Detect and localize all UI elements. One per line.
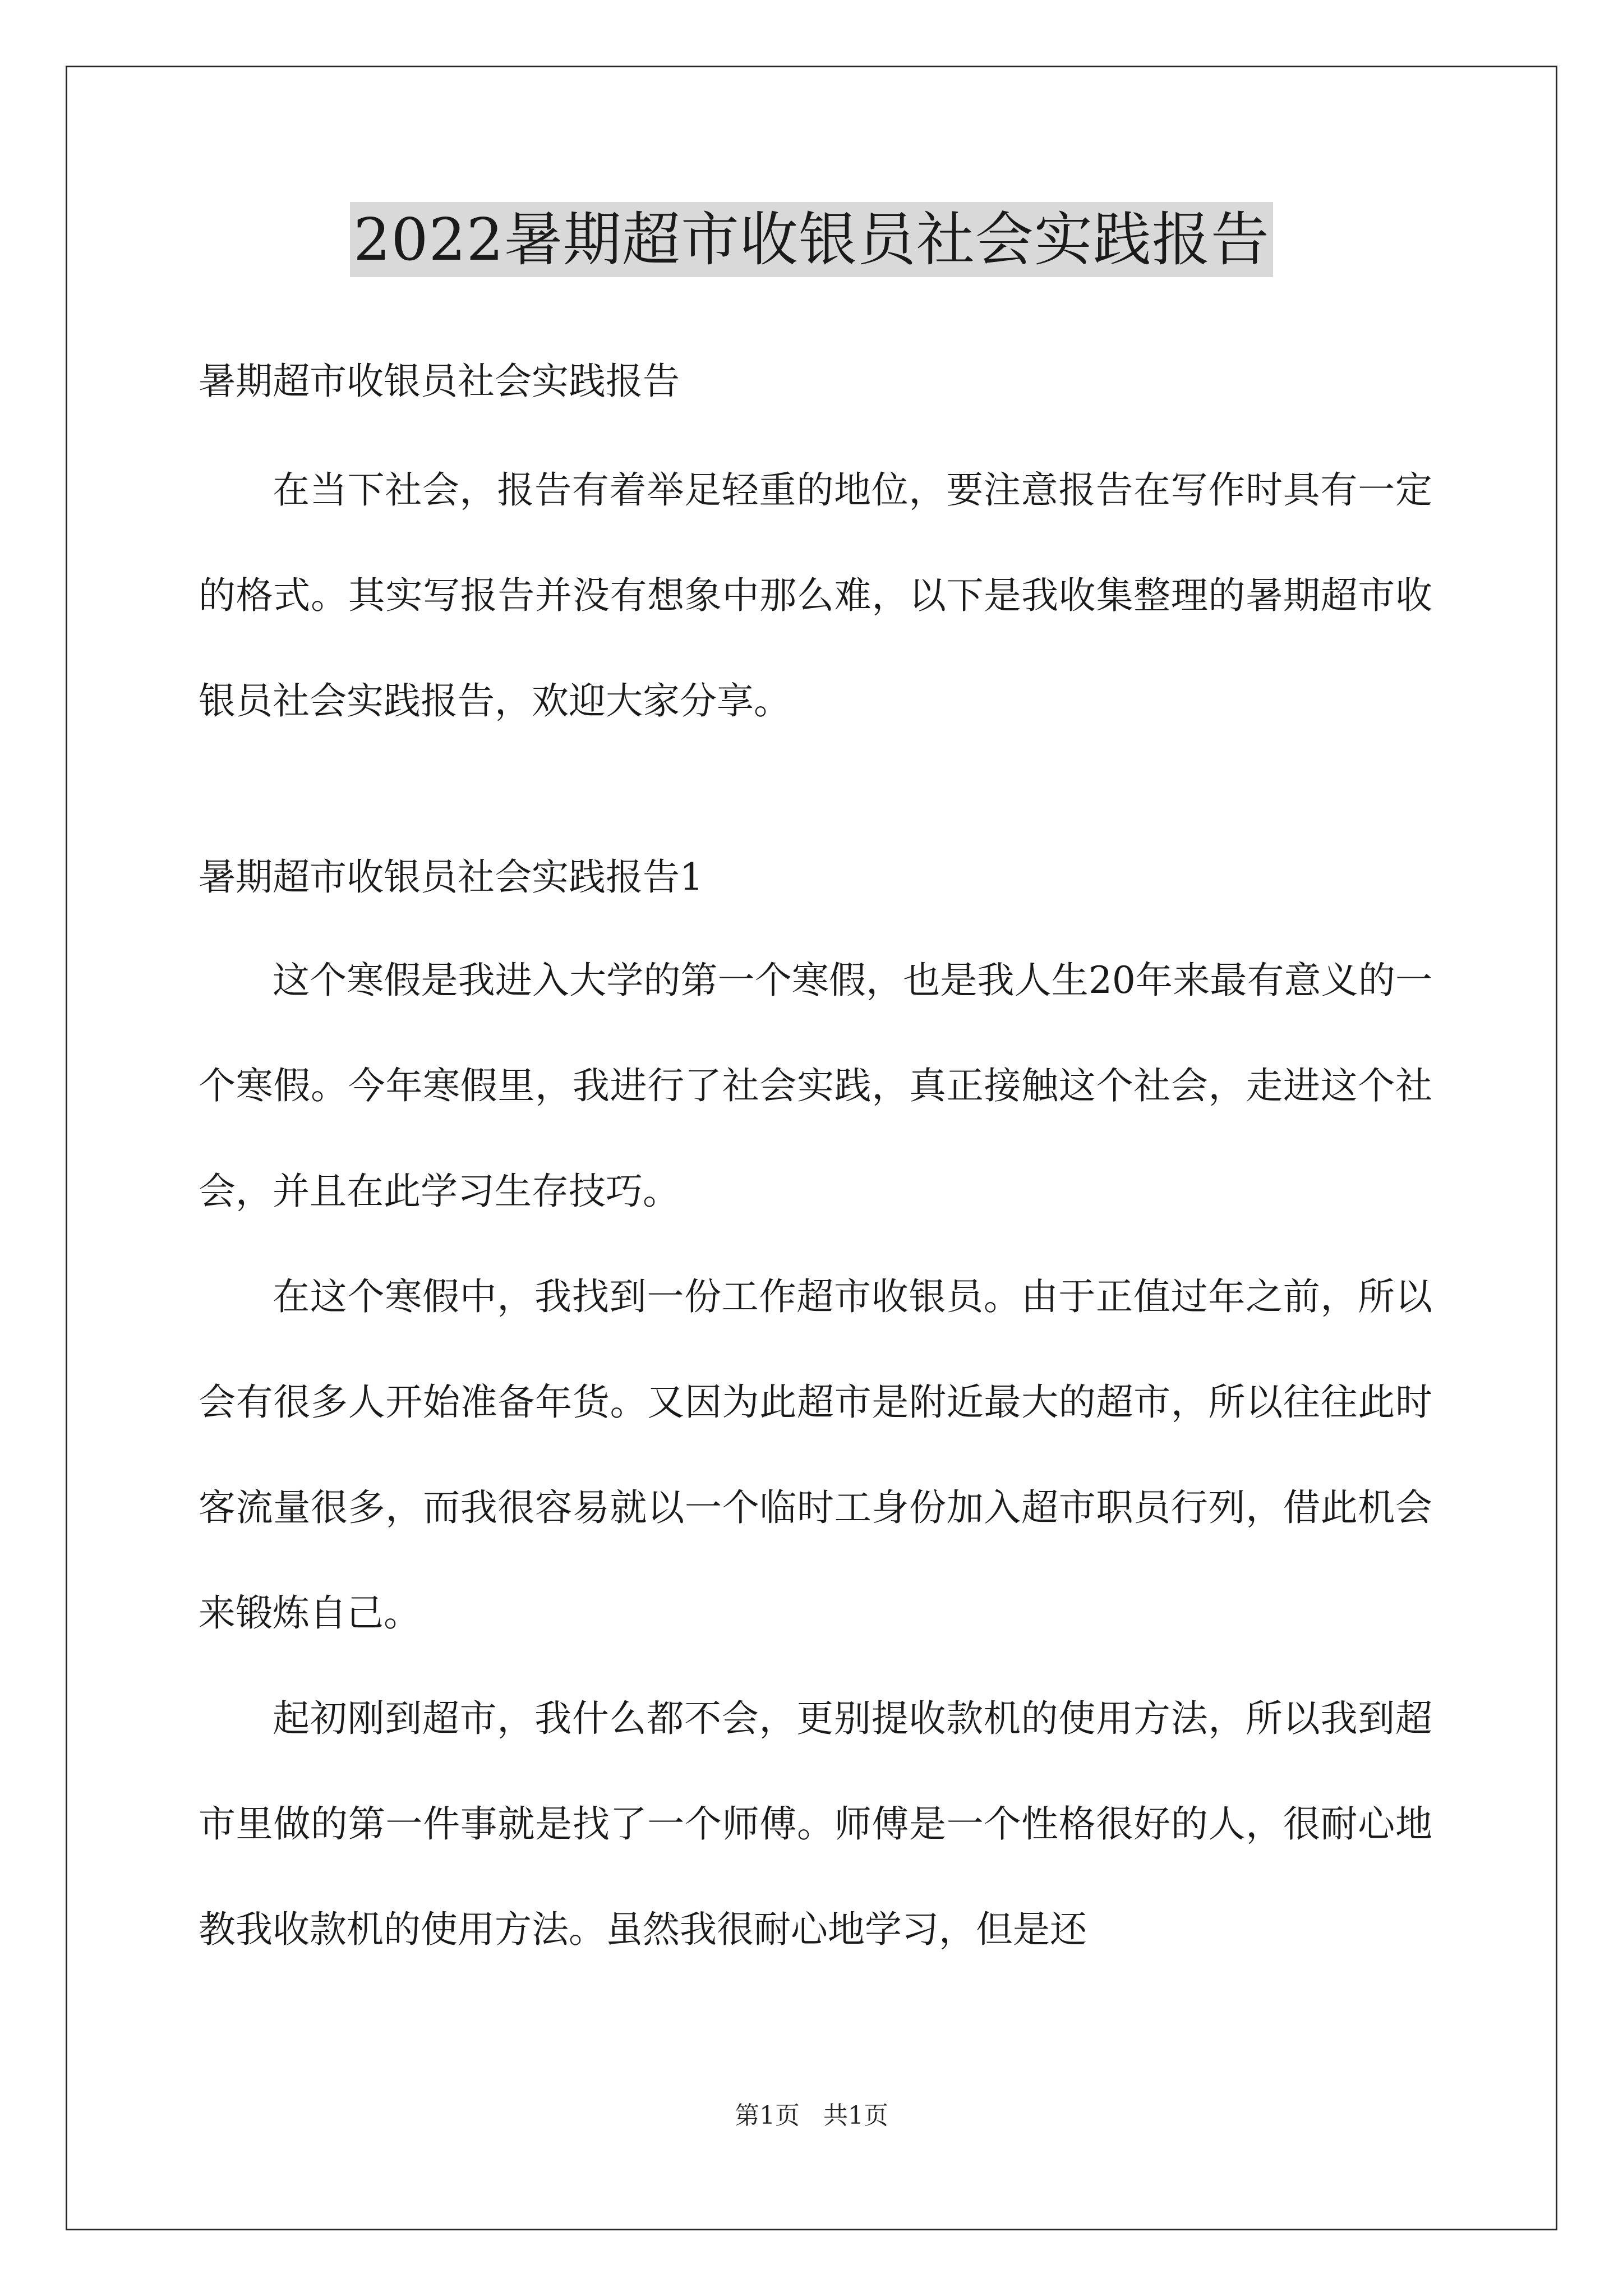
document-body — [199, 342, 1432, 1982]
document-title: 2022暑期超市收银员社会实践报告 — [350, 202, 1273, 277]
intro-heading: 暑期超市收银员社会实践报告 — [199, 360, 680, 403]
title-container — [0, 202, 1623, 277]
spacer — [199, 917, 1432, 928]
spacer — [199, 421, 1432, 438]
intro-paragraph: 在当下社会，报告有着举足轻重的地位，要注意报告在写作时具有一定的格式。其实写报告并没有想象中那么难，以下是我收集整理的暑期超市收银员社会实践报告，欢迎大家分享。 — [199, 468, 1432, 723]
body-paragraph: 起初刚到超市，我什么都不会，更别提收款机的使用方法，所以我到超市里做的第一件事就是找了一个师傅。师傅是一个性格很好的人，很耐心地教我收款机的使用方法。虽然我很耐心地学习，但是还 — [199, 1697, 1432, 1951]
spacer — [199, 754, 1432, 838]
page-footer: 第1页 共1页 — [735, 2101, 888, 2130]
section-heading: 暑期超市收银员社会实践报告1 — [199, 855, 703, 899]
body-paragraph: 这个寒假是我进入大学的第一个寒假，也是我人生20年来最有意义的一个寒假。今年寒假里，我进行了社会实践，真正接触这个社会，走进这个社会，并且在此学习生存技巧。 — [199, 959, 1432, 1213]
body-paragraph: 在这个寒假中，我找到一份工作超市收银员。由于正值过年之前，所以会有很多人开始准备年货。又因为此超市是附近最大的超市，所以往往此时客流量很多，而我很容易就以一个临时工身份加入超市职员行列，借此机会来锻炼自己。 — [199, 1275, 1432, 1635]
